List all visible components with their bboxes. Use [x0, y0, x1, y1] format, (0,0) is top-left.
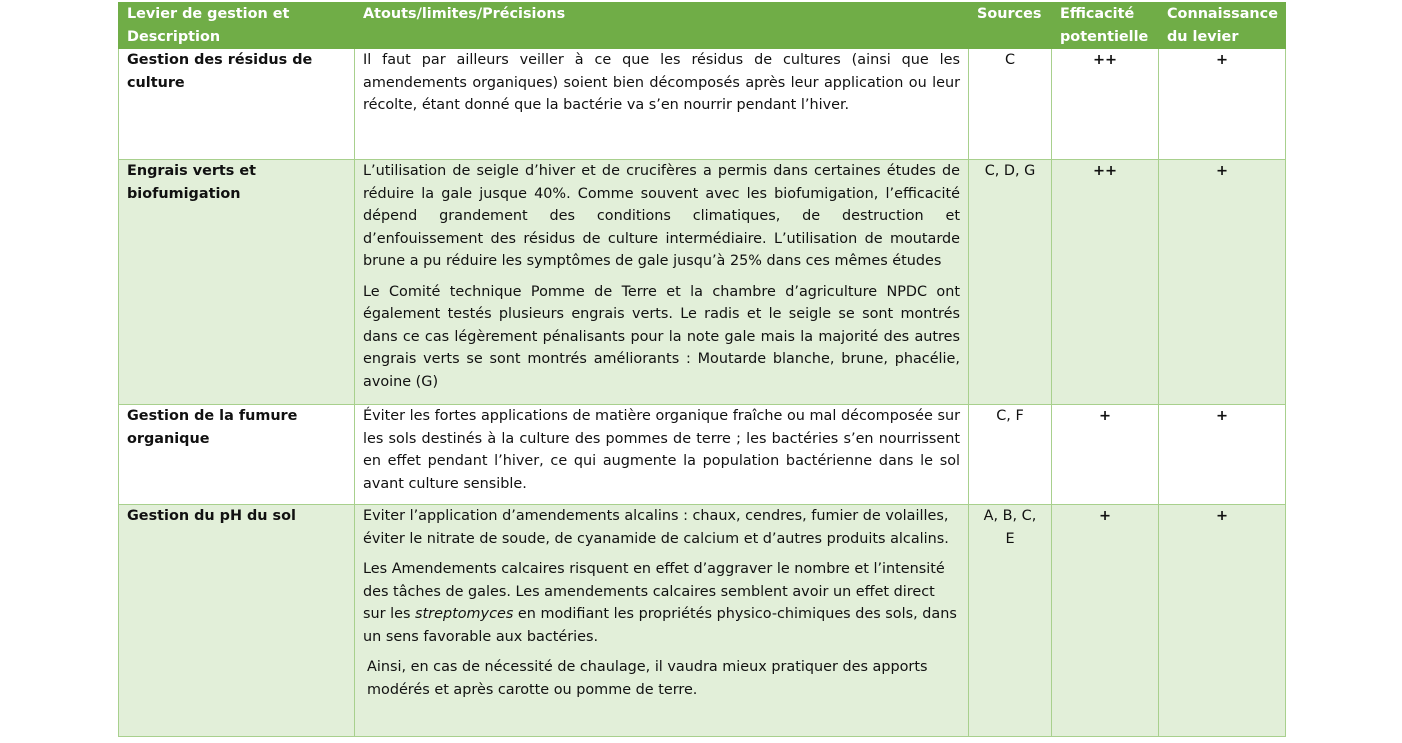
details-paragraph: Éviter les fortes applications de matière organique fraîche ou mal décomposée sur les sols destinés à la culture des pommes de terre ; les bactéries s’en nourrissent en effet pendant l’hiver, ce qui augmente la population bactérienne dans le sol avant culture sensible.: [363, 408, 960, 492]
details-paragraph: Eviter l’application d’amendements alcalins : chaux, cendres, fumier de volailles, éviter le nitrate de soude, de cyanamide de calcium et d’autres produits alcalins.: [363, 508, 949, 547]
details-cell: [355, 405, 969, 505]
details-cell: [355, 505, 969, 737]
header-knowledge: Connaissance du levier: [1159, 3, 1286, 49]
knowledge-cell: +: [1159, 49, 1286, 160]
knowledge-cell: +: [1159, 405, 1286, 505]
sources-cell: C: [969, 49, 1052, 160]
header-details: Atouts/limites/Précisions: [355, 3, 969, 49]
lever-cell: Engrais verts et biofumigation: [119, 160, 355, 405]
header-lever: Levier de gestion et Description: [119, 3, 355, 49]
details-text: Les Amendements calcaires risquent en effet d’aggraver le nombre et l’intensité des tâches de gales. Les amendements calcaires semblent avoir un effet direct sur les: [363, 561, 945, 622]
efficacy-cell: +: [1052, 505, 1159, 737]
details-paragraph: Il faut par ailleurs veiller à ce que les résidus de cultures (ainsi que les amendements organiques) soient bien décomposés après leur application ou leur récolte, étant donné que la bactérie va s’en nourrir pendant l’hiver.: [363, 52, 960, 113]
table-row: [119, 405, 1286, 505]
efficacy-cell: ++: [1052, 160, 1159, 405]
levers-table: [118, 2, 1286, 737]
lever-cell: Gestion de la fumure organique: [119, 405, 355, 505]
sources-cell: C, D, G: [969, 160, 1052, 405]
knowledge-cell: +: [1159, 160, 1286, 405]
table-row: [119, 160, 1286, 405]
details-text: en modifiant les propriétés physico-chimiques des sols, dans un sens favorable aux bactéries.: [363, 606, 957, 645]
details-cell: [355, 160, 969, 405]
lever-cell: Gestion du pH du sol: [119, 505, 355, 737]
header-sources: Sources: [969, 3, 1052, 49]
efficacy-cell: ++: [1052, 49, 1159, 160]
details-paragraph: [363, 558, 960, 648]
table-row: [119, 49, 1286, 160]
knowledge-cell: +: [1159, 505, 1286, 737]
sources-cell: C, F: [969, 405, 1052, 505]
details-emphasis: streptomyces: [415, 606, 514, 622]
details-cell: [355, 49, 969, 160]
details-paragraph: Le Comité technique Pomme de Terre et la chambre d’agriculture NPDC ont également testés plusieurs engrais verts. Le radis et le seigle se sont montrés dans ce cas légèrement pénalisants pour la note gale mais la majorité des autres engrais verts se sont montrés améliorants : Moutarde blanche, brune, phacélie, avoine (G): [363, 283, 960, 390]
header-efficacy: Efficacité potentielle: [1052, 3, 1159, 49]
details-paragraph: L’utilisation de seigle d’hiver et de crucifères a permis dans certaines études de réduire la gale jusque 40%. Comme souvent avec les biofumigation, l’efficacité dépend grandement des conditions climatiques, de destruction et d’enfouissement des résidus de culture intermédiaire. L’utilisation de moutarde brune a pu réduire les symptômes de gale jusqu’à 25% dans ces mêmes études: [363, 163, 960, 269]
lever-cell: Gestion des résidus de culture: [119, 49, 355, 160]
efficacy-cell: +: [1052, 405, 1159, 505]
table-row: [119, 505, 1286, 737]
details-paragraph: Ainsi, en cas de nécessité de chaulage, il vaudra mieux pratiquer des apports modérés et après carotte ou pomme de terre.: [367, 659, 928, 698]
header-row: [119, 3, 1286, 49]
sources-cell: A, B, C, E: [969, 505, 1052, 737]
